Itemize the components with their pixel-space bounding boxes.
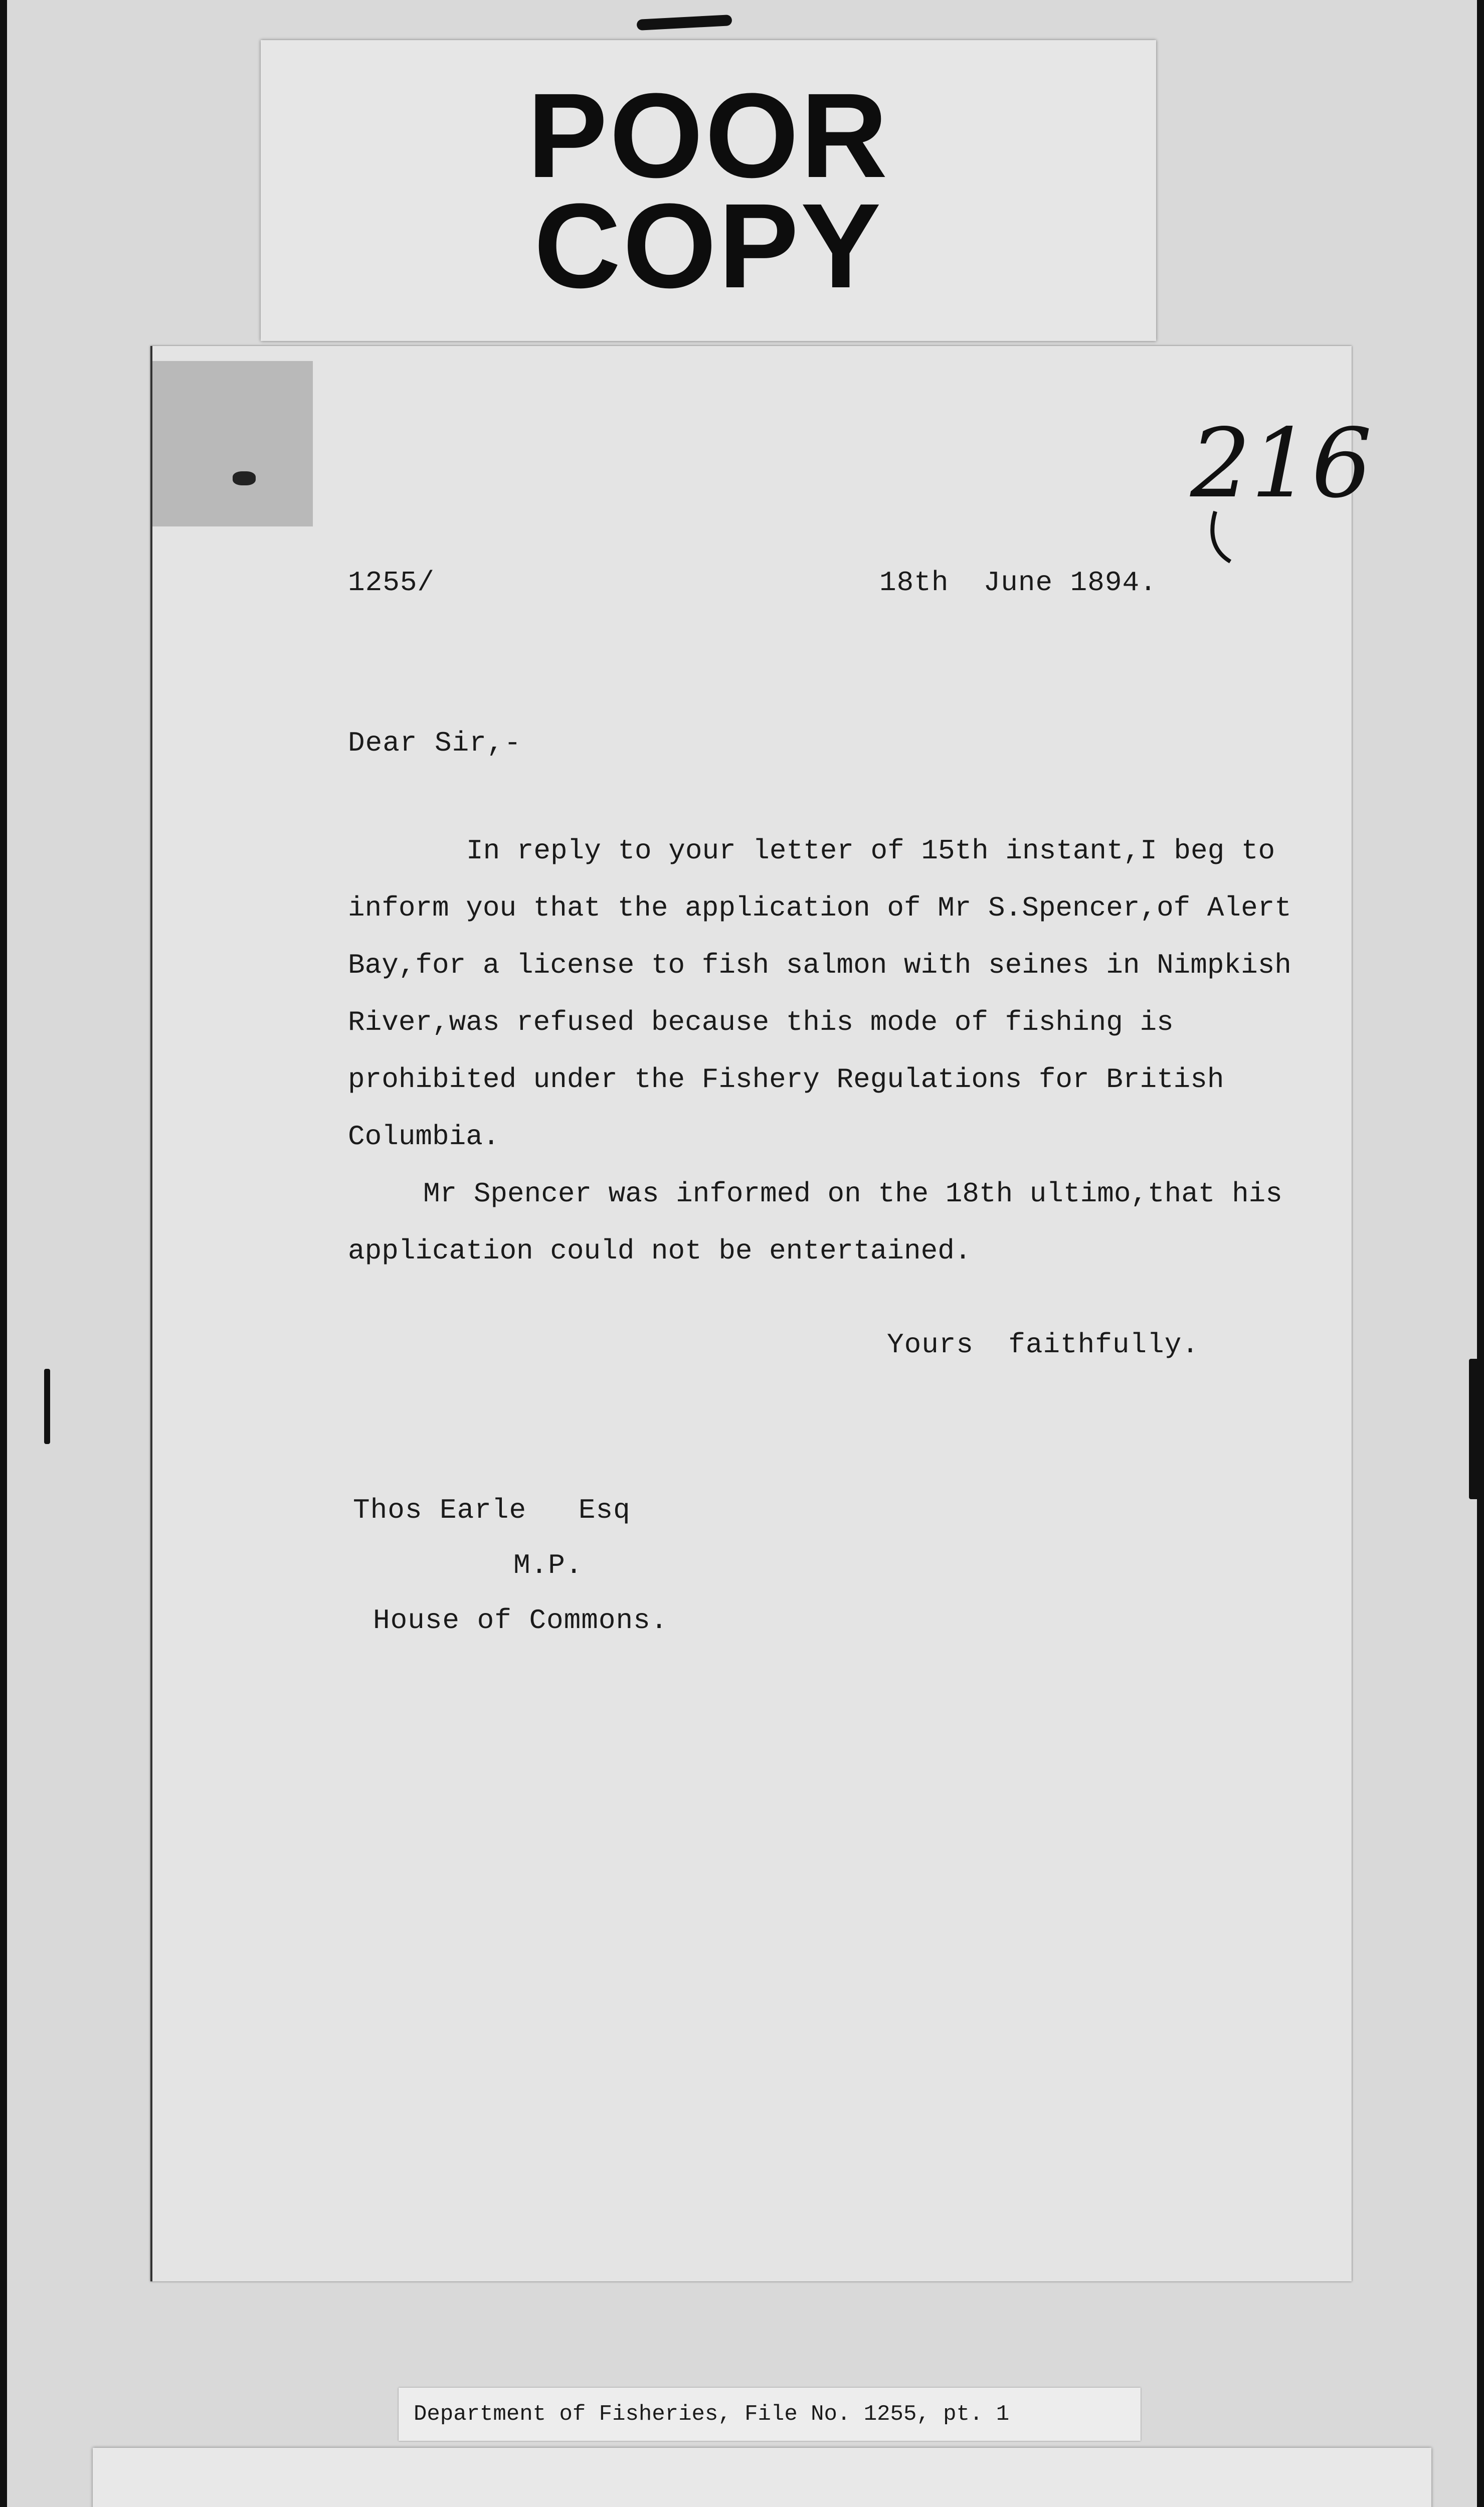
sheet-corner-shadow [152,361,313,526]
poor-copy-line2: COPY [533,178,883,313]
poor-copy-stamp [261,40,1156,341]
letter-body [348,822,1301,1280]
film-tick-right [1469,1359,1480,1499]
poor-copy-line1: POOR [527,68,890,203]
letter-date: 18th June 1894. [879,567,1157,599]
paragraph-1: In reply to your letter of 15th instant,I beg to inform you that the application of Mr S.Spencer,of Alert Bay,for a license to fish salmon with seines in Nimpkish River,was refused because this mode of fishing is prohibited under the Fishery Regulations for British Columbia. [348,835,1291,1153]
ink-blot-icon [233,471,256,485]
recipient-title: M.P. [513,1549,583,1581]
film-mark-top [637,15,732,31]
recipient-org: House of Commons. [373,1604,668,1637]
handwritten-note-text: 216 [1190,408,1372,519]
file-reference-label: Department of Fisheries, File No. 1255, pt. 1 [399,2388,1141,2441]
file-number: 1255/ [348,567,435,599]
letter-sheet [150,346,1372,2281]
handwritten-note [1185,396,1372,577]
film-edge-left [0,0,7,2507]
paragraph-2: Mr Spencer was informed on the 18th ultimo,that his application could not be entertained. [348,1178,1282,1267]
recipient-name: Thos Earle Esq [353,1494,631,1526]
public-archives-stamp [93,2448,1431,2507]
film-edge-right [1477,0,1484,2507]
closing: Yours faithfully. [887,1329,1199,1361]
film-tick-left [44,1369,50,1444]
salutation: Dear Sir,- [348,727,522,759]
